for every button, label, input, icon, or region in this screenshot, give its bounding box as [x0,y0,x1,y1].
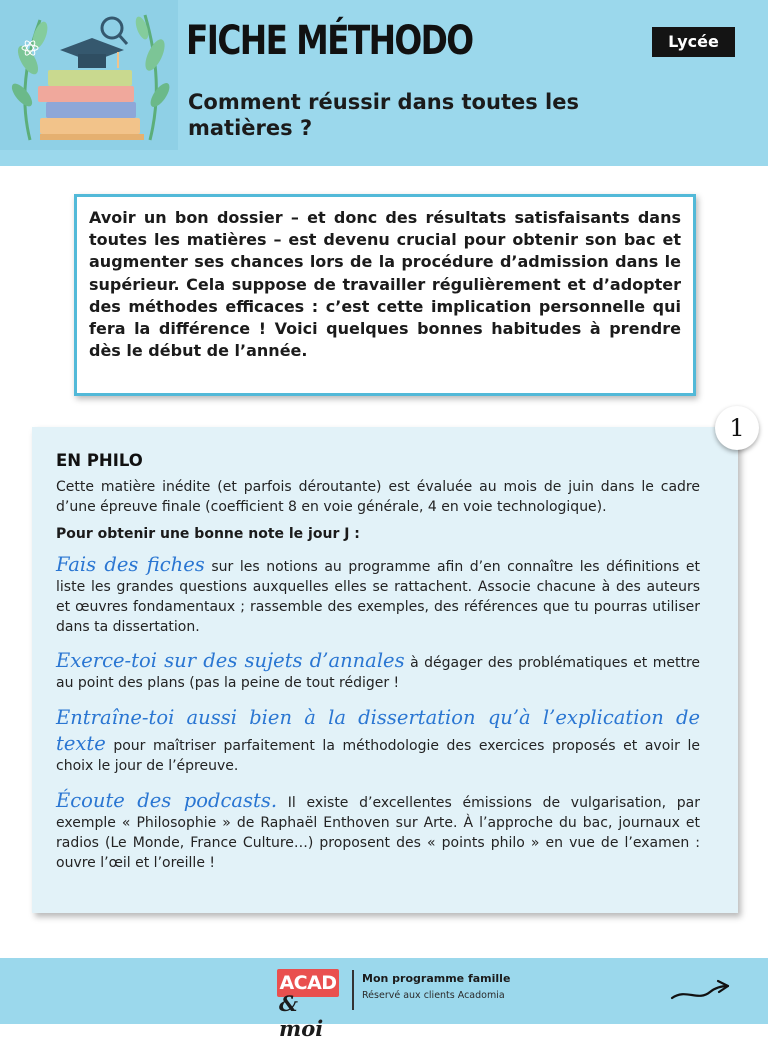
tip-text: Il existe d’excellentes émissions de vulgarisation, par exemple « Philosophie » de Raphaël Enthoven sur Arte. À l’approche du bac, journaux et radios (Le Monde, France Culture…) proposent des « points philo » en vue de l’examen : ouvre l’œil et l’oreille ! [56,794,701,871]
level-badge: Lycée [652,27,735,57]
intro-text: Avoir un bon dossier – et donc des résultats satisfaisants dans toutes les matières – est devenu crucial pour obtenir son bac et augmenter ses chances lors de la procédure d’admission dans le supérieur. Cela suppose de travailler régulièrement et d’adopter des méthodes efficaces : c’est cette implication personnelle qui fera la différence ! Voici quelques bonnes habitudes à prendre dès le début de l’année. [89,208,681,361]
section-card [32,427,738,913]
books-graduation-cap-icon [0,0,178,150]
tip-item [56,788,700,873]
tip-text: sur les notions au programme afin d’en connaître les définitions et liste les grandes questions auxquelles elles se rattachent. Associe chacune à des auteurs et œuvres fondamentaux ; rassemble des exemples, des références que tu pourras utiliser dans ta dissertation. [56,559,700,635]
tip-heading: Entraîne-toi aussi bien à la dissertation qu’à l’explication de texte [56,706,700,756]
tip-heading: Écoute des podcasts. [56,788,278,812]
tip-text: pour maîtriser parfaitement la méthodologie des exercices proposés et avoir le choix le jour de l’épreuve. [56,738,700,775]
page-title: FICHE MÉTHODO [186,18,473,64]
section-title: EN PHILO [56,451,143,470]
page-subtitle: Comment réussir dans toutes les matières ? [188,90,579,140]
logo-acad: ACAD [277,969,339,997]
tip-item [56,552,700,637]
header [0,0,768,166]
tip-text: à dégager des problématiques et mettre au point des plans (pas la peine de tout rédiger ! [56,655,701,692]
intro-box [74,194,696,396]
footer-divider [352,970,354,1010]
tip-item [56,648,700,694]
tip-item [56,705,700,777]
footer-main-text: Mon programme famille [362,972,511,985]
section-number-badge: 1 [715,406,759,450]
section-description: Cette matière inédite (et parfois déroutante) est évaluée au mois de juin dans le cadre d’une épreuve finale (coefficient 8 en voie générale, 4 en voie technologique). [56,479,700,515]
footer-sub-text: Réservé aux clients Acadomia [362,990,505,1001]
acadomia-logo [277,969,347,1041]
tip-heading: Exerce-toi sur des sujets d’annales [56,649,405,673]
tip-heading: Fais des fiches [56,553,205,576]
logo-moi: & moi [279,991,324,1041]
arrow-right-icon [668,978,732,1004]
section-lead: Pour obtenir une bonne note le jour J : [56,526,360,542]
